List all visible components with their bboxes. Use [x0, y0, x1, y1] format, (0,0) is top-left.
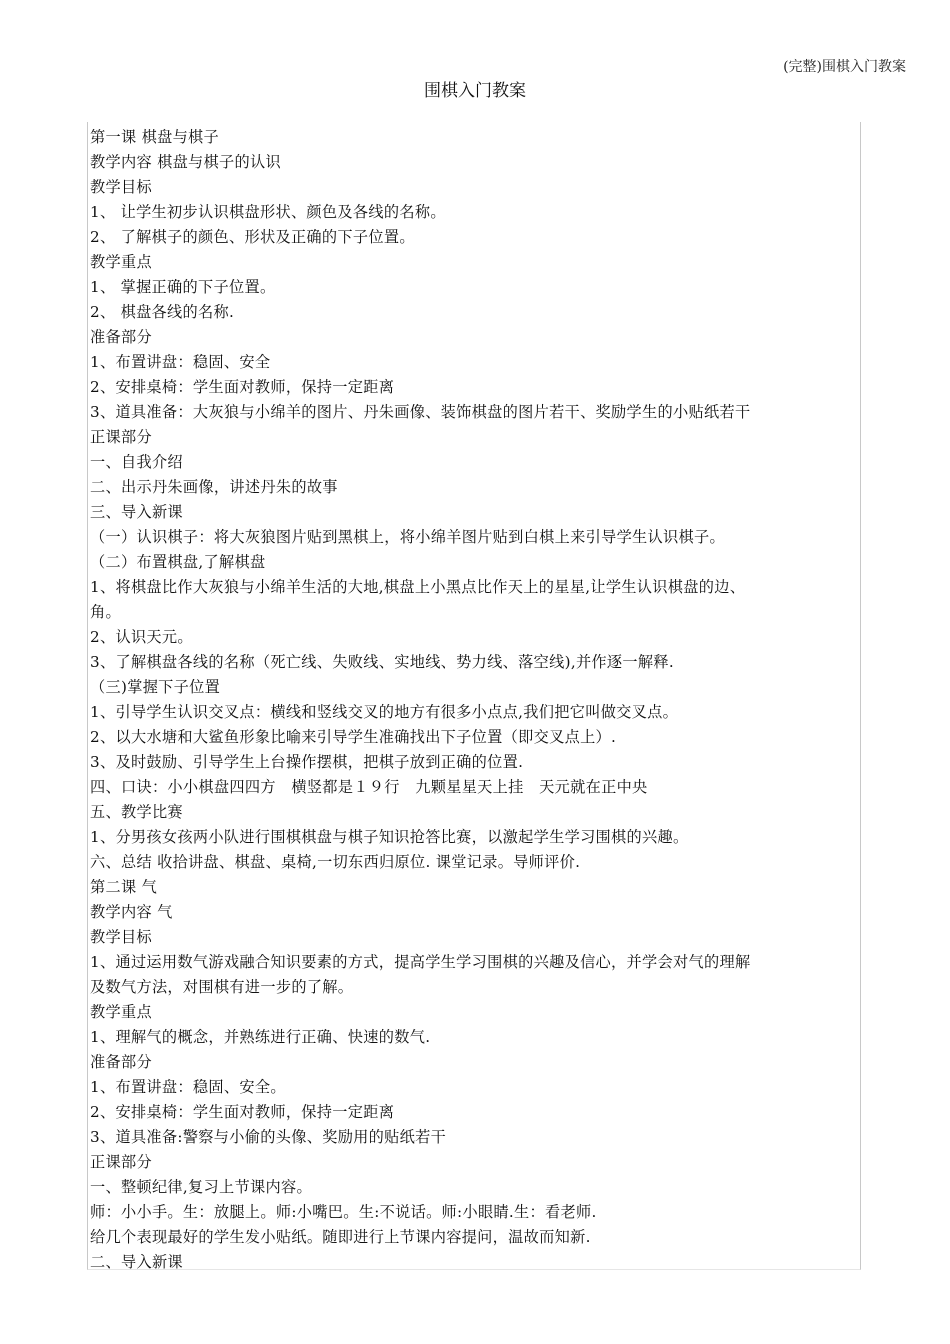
text-line: 教学目标 — [90, 928, 152, 946]
text-line: 及数气方法，对围棋有进一步的了解。 — [90, 978, 354, 996]
text-line: 三、导入新课 — [90, 503, 183, 521]
text-line: 教学目标 — [90, 178, 152, 196]
text-line: 1、 让学生初步认识棋盘形状、颜色及各线的名称。 — [90, 203, 446, 221]
text-line: （二）布置棋盘,了解棋盘 — [90, 553, 266, 571]
text-line: 教学重点 — [90, 253, 152, 271]
text-line: （三)掌握下子位置 — [90, 678, 221, 696]
text-line: 角。 — [90, 603, 121, 621]
text-line: 教学重点 — [90, 1003, 152, 1021]
text-line: 正课部分 — [90, 428, 152, 446]
text-line: 1、布置讲盘：稳固、安全 — [90, 353, 271, 371]
text-line: 3、了解棋盘各线的名称（死亡线、失败线、实地线、势力线、落空线),并作逐一解释. — [90, 653, 674, 671]
text-line: 2、安排桌椅：学生面对教师，保持一定距离 — [90, 1103, 395, 1121]
text-line: 第二课 气 — [90, 878, 158, 896]
text-line: 3、及时鼓励、引导学生上台操作摆棋，把棋子放到正确的位置. — [90, 753, 524, 771]
text-line: 3、道具准备:警察与小偷的头像、奖励用的贴纸若干 — [90, 1128, 447, 1146]
text-line: 四、口诀：小小棋盘四四方 横竖都是１９行 九颗星星天上挂 天元就在正中央 — [90, 778, 648, 796]
text-line: 1、理解气的概念，并熟练进行正确、快速的数气. — [90, 1028, 431, 1046]
text-line: 准备部分 — [90, 328, 152, 346]
text-line: 1、通过运用数气游戏融合知识要素的方式，提高学生学习围棋的兴趣及信心，并学会对气的理解 — [90, 953, 751, 971]
text-line: 准备部分 — [90, 1053, 152, 1071]
text-line: （一）认识棋子：将大灰狼图片贴到黑棋上，将小绵羊图片贴到白棋上来引导学生认识棋子。 — [90, 528, 725, 546]
text-line: 一、自我介绍 — [90, 453, 183, 471]
text-line: 二、出示丹朱画像，讲述丹朱的故事 — [90, 478, 338, 496]
text-line: 二、导入新课 — [90, 1253, 183, 1271]
text-line: 2、 了解棋子的颜色、形状及正确的下子位置。 — [90, 228, 415, 246]
lesson-text — [90, 125, 890, 1275]
text-line: 1、分男孩女孩两小队进行围棋棋盘与棋子知识抢答比赛，以激起学生学习围棋的兴趣。 — [90, 828, 689, 846]
text-line: 2、认识天元。 — [90, 628, 193, 646]
text-line: 1、将棋盘比作大灰狼与小绵羊生活的大地,棋盘上小黑点比作天上的星星,让学生认识棋盘的边、 — [90, 578, 746, 596]
text-line: 1、引导学生认识交叉点：横线和竖线交叉的地方有很多小点点,我们把它叫做交叉点。 — [90, 703, 679, 721]
text-line: 正课部分 — [90, 1153, 152, 1171]
text-line: 教学内容 棋盘与棋子的认识 — [90, 153, 281, 171]
text-line: 第一课 棋盘与棋子 — [90, 128, 220, 146]
text-line: 2、安排桌椅：学生面对教师，保持一定距离 — [90, 378, 395, 396]
text-line: 2、 棋盘各线的名称. — [90, 303, 235, 321]
text-line: 3、道具准备：大灰狼与小绵羊的图片、丹朱画像、装饰棋盘的图片若干、奖励学生的小贴纸若干 — [90, 403, 751, 421]
text-line: 2、以大水塘和大鲨鱼形象比喻来引导学生准确找出下子位置（即交叉点上）. — [90, 728, 617, 746]
text-line: 师：小小手。生：放腿上。师:小嘴巴。生:不说话。师:小眼睛.生：看老师. — [90, 1203, 597, 1221]
text-line: 1、布置讲盘：稳固、安全。 — [90, 1078, 286, 1096]
document-title: 围棋入门教案 — [424, 81, 526, 101]
content-frame — [87, 122, 861, 1270]
text-line: 给几个表现最好的学生发小贴纸。随即进行上节课内容提问，温故而知新. — [90, 1228, 591, 1246]
text-line: 五、教学比赛 — [90, 803, 183, 821]
running-header: (完整)围棋入门教案 — [783, 59, 906, 75]
text-line: 教学内容 气 — [90, 903, 173, 921]
text-line: 一、整顿纪律,复习上节课内容。 — [90, 1178, 312, 1196]
text-line: 1、 掌握正确的下子位置。 — [90, 278, 276, 296]
text-line: 六、总结 收拾讲盘、棋盘、桌椅,一切东西归原位. 课堂记录。导师评价. — [90, 853, 581, 871]
